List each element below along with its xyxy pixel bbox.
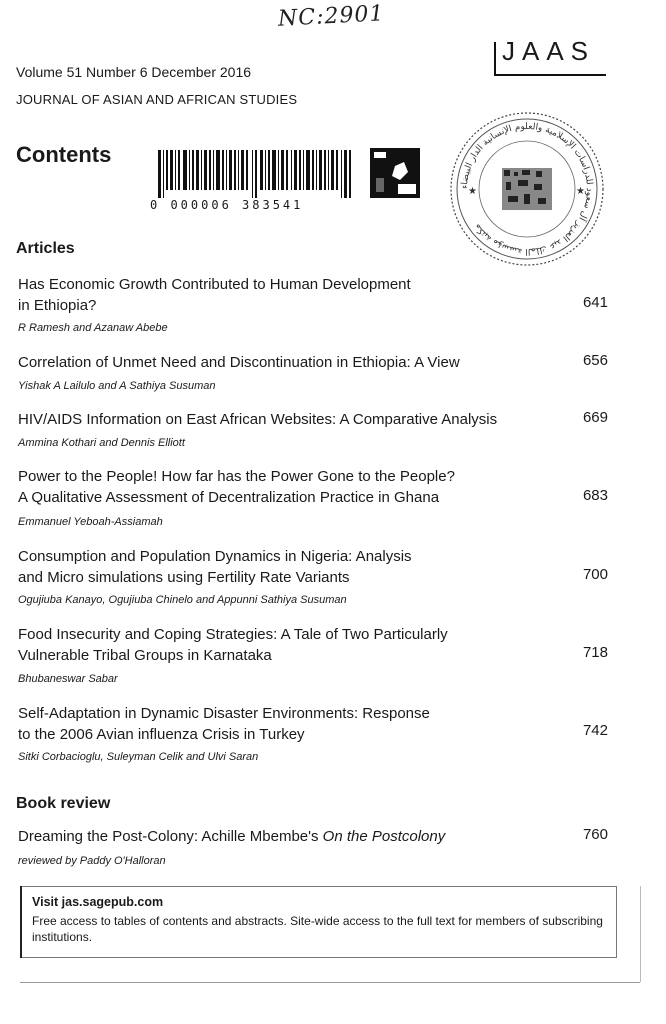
article-title-line: Power to the People! How far has the Power Gone to the People? xyxy=(18,468,455,485)
article-title xyxy=(18,274,558,316)
article-title xyxy=(18,703,558,745)
svg-text:★: ★ xyxy=(468,186,477,197)
article-title-line: HIV/AIDS Information on East African Websites: A Comparative Analysis xyxy=(18,411,498,428)
articles-heading: Articles xyxy=(16,240,75,257)
stamp-text: مكتبة مؤسسة الملك عبد العزيز آل سعود للدراسات الإسلامية والعلوم الإنسانية الدار البيضاء xyxy=(459,121,595,257)
article-page-number: 641 xyxy=(582,294,608,311)
footer-text: Free access to tables of contents and abstracts. Site-wide access to the full text for members of subscribing institutions. xyxy=(32,914,603,944)
book-review-title-italic: On the Postcolony xyxy=(322,828,446,845)
svg-text:★: ★ xyxy=(576,186,585,197)
article-title-line: and Micro simulations using Fertility Rate Variants xyxy=(18,569,350,586)
article-title xyxy=(18,409,558,430)
article-title-line: Self-Adaptation in Dynamic Disaster Environments: Response xyxy=(18,705,430,722)
book-review-title-prefix: Dreaming the Post-Colony: Achille Mbembe's xyxy=(18,828,323,845)
article-authors: Yishak A Lailulo and A Sathiya Susuman xyxy=(18,380,216,392)
article-page-number: 683 xyxy=(582,487,608,504)
article-title-line: Has Economic Growth Contributed to Human Development xyxy=(18,276,411,293)
article-title-line: Correlation of Unmet Need and Discontinuation in Ethiopia: A View xyxy=(18,354,460,371)
article-title-line: Vulnerable Tribal Groups in Karnataka xyxy=(18,647,272,664)
article-title xyxy=(18,546,558,588)
article-page-number: 669 xyxy=(582,409,608,426)
book-review-heading: Book review xyxy=(16,795,111,812)
library-stamp-icon xyxy=(448,110,606,268)
book-review-page-number: 760 xyxy=(582,826,608,843)
article-title-line: to the 2006 Avian influenza Crisis in Turkey xyxy=(18,726,305,743)
book-review-reviewer: reviewed by Paddy O'Halloran xyxy=(18,855,166,867)
article-page-number: 718 xyxy=(582,644,608,661)
footer-info-box xyxy=(20,886,617,958)
volume-line: Volume 51 Number 6 December 2016 xyxy=(16,64,252,80)
article-authors: R Ramesh and Azanaw Abebe xyxy=(18,322,168,334)
article-title-line: A Qualitative Assessment of Decentralization Practice in Ghana xyxy=(18,489,440,506)
divider xyxy=(20,982,640,983)
article-page-number: 656 xyxy=(582,352,608,369)
handwritten-accession-code: NC:2901 xyxy=(277,1,386,32)
contents-title: Contents xyxy=(16,142,112,167)
article-title xyxy=(18,352,558,373)
divider xyxy=(640,886,641,982)
publisher-logo-icon xyxy=(370,148,420,198)
article-authors: Emmanuel Yeboah-Assiamah xyxy=(18,516,163,528)
article-page-number: 700 xyxy=(582,566,608,583)
journal-name: JOURNAL OF ASIAN AND AFRICAN STUDIES xyxy=(16,92,298,107)
article-title xyxy=(18,466,558,508)
book-review-title xyxy=(18,826,558,847)
article-authors: Ogujiuba Kanayo, Ogujiuba Chinelo and Appunni Sathiya Susuman xyxy=(18,594,347,606)
article-page-number: 742 xyxy=(582,722,608,739)
article-authors: Sitki Corbacioglu, Suleyman Celik and Ulvi Saran xyxy=(18,751,259,763)
article-authors: Bhubaneswar Sabar xyxy=(18,673,118,685)
journal-logo-text: JAAS xyxy=(502,36,596,66)
article-title xyxy=(18,624,558,666)
article-authors: Ammina Kothari and Dennis Elliott xyxy=(18,437,185,449)
journal-logo xyxy=(494,36,606,74)
barcode-number: 0 000006 383541 xyxy=(150,198,304,212)
article-title-line: Consumption and Population Dynamics in Nigeria: Analysis xyxy=(18,548,412,565)
article-title-line: in Ethiopia? xyxy=(18,297,97,314)
footer-website-link[interactable]: Visit jas.sagepub.com xyxy=(32,895,164,909)
article-title-line: Food Insecurity and Coping Strategies: A Tale of Two Particularly xyxy=(18,626,448,643)
